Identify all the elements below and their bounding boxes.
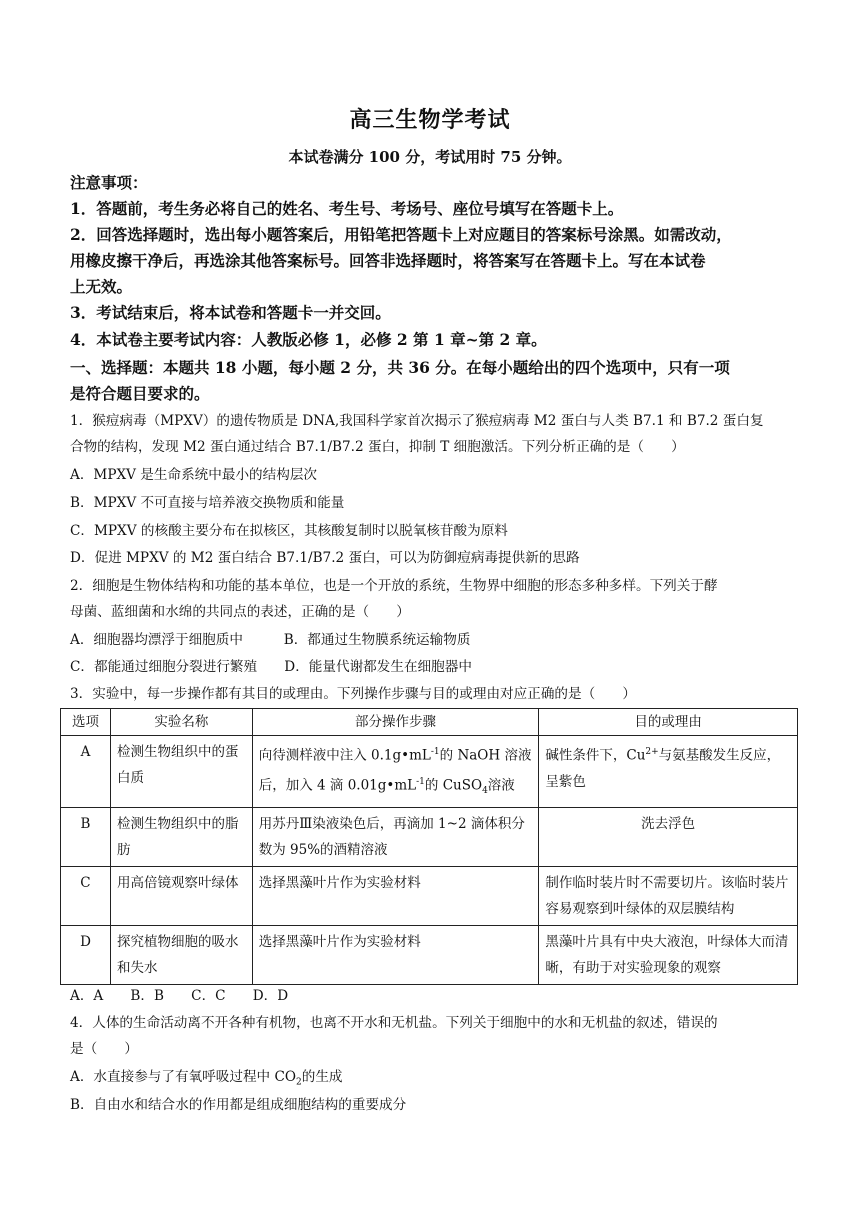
q3-stem: 3．实验中，每一步操作都有其目的或理由。下列操作步骤与目的或理由对应正确的是（ ） — [70, 686, 636, 702]
row-c-option: C — [61, 866, 111, 925]
table-header-row — [61, 709, 798, 736]
row-b-steps: 用苏丹Ⅲ染液染色后，再滴加 1~2 滴体积分数为 95%的酒精溶液 — [252, 807, 539, 866]
row-d-steps: 选择黑藻叶片作为实验材料 — [252, 925, 539, 984]
q2-options-ab: A．细胞器均漂浮于细胞质中 B．都通过生物膜系统运输物质 — [70, 632, 471, 648]
header-option: 选项 — [61, 709, 111, 736]
exam-subtitle: 本试卷满分 100 分，考试用时 75 分钟。 — [288, 148, 572, 166]
notice-item-1: 1．答题前，考生务必将自己的姓名、考生号、考场号、座位号填写在答题卡上。 — [70, 199, 624, 218]
q3-answer-options: A．A B．B C．C D．D — [70, 988, 289, 1004]
q4-option-b: B．自由水和结合水的作用都是组成细胞结构的重要成分 — [70, 1097, 407, 1113]
header-experiment-name: 实验名称 — [110, 709, 252, 736]
row-a-steps: 向待测样液中注入 $0.1g•mL^{-1}$的 NaOH 溶液后，加入 4 滴 $0.01g•mL^{-1}$的 CuSO$_4$溶液 — [252, 736, 539, 808]
row-c-steps: 选择黑藻叶片作为实验材料 — [252, 866, 539, 925]
q4-option-a: A．水直接参与了有氧呼吸过程中 $CO_2$的生成 — [70, 1069, 343, 1088]
row-c-name: 用高倍镜观察叶绿体 — [110, 866, 252, 925]
notice-item-2-line-1: 2．回答选择题时，选出每小题答案后，用铅笔把答题卡上对应题目的答案标号涂黑。如需改动， — [70, 225, 732, 244]
row-a-reason: 碱性条件下，$Cu^{2+}$与氨基酸发生反应，呈紫色 — [539, 736, 798, 808]
row-b-reason: 洗去浮色 — [539, 807, 798, 866]
notice-item-2-line-3: 上无效。 — [70, 277, 133, 296]
q4-stem-line-1: 4．人体的生命活动离不开各种有机物，也离不开水和无机盐。下列关于细胞中的水和无机盐的叙述，错误的 — [70, 1015, 718, 1031]
q2-options-cd: C．都能通过细胞分裂进行繁殖 D．能量代谢都发生在细胞器中 — [70, 659, 472, 675]
row-d-option: D — [61, 925, 111, 984]
q2-stem-line-2: 母菌、蓝细菌和水绵的共同点的表述，正确的是（ ） — [70, 604, 410, 620]
row-c-reason: 制作临时装片时不需要切片。该临时装片容易观察到叶绿体的双层膜结构 — [539, 866, 798, 925]
row-d-reason: 黑藻叶片具有中央大液泡，叶绿体大而清晰，有助于对实验现象的观察 — [539, 925, 798, 984]
section-1-heading-line-1: 一、选择题：本题共 18 小题，每小题 2 分，共 36 分。在每小题给出的四个选项中，只有一项 — [70, 358, 730, 377]
table-row — [61, 807, 798, 866]
q1-option-b: B．MPXV 不可直接与培养液交换物质和能量 — [70, 495, 345, 511]
table-row — [61, 866, 798, 925]
row-d-name: 探究植物细胞的吸水和失水 — [110, 925, 252, 984]
row-b-name: 检测生物组织中的脂肪 — [110, 807, 252, 866]
q2-stem-line-1: 2．细胞是生物体结构和功能的基本单位，也是一个开放的系统，生物界中细胞的形态多种多样。下列关于酵 — [70, 578, 718, 594]
notice-heading: 注意事项： — [70, 173, 148, 192]
header-reason: 目的或理由 — [539, 709, 798, 736]
q1-option-d: D．促进 MPXV 的 M2 蛋白结合 B7.1/B7.2 蛋白，可以为防御痘病毒提供新的思路 — [70, 550, 580, 566]
q1-option-c: C．MPXV 的核酸主要分布在拟核区，其核酸复制时以脱氧核苷酸为原料 — [70, 523, 508, 539]
section-1-heading-line-2: 是符合题目要求的。 — [70, 384, 210, 403]
row-b-option: B — [61, 807, 111, 866]
notice-item-3: 3．考试结束后，将本试卷和答题卡一并交回。 — [70, 303, 391, 322]
row-a-name: 检测生物组织中的蛋白质 — [110, 736, 252, 808]
q3-table — [60, 708, 798, 985]
q1-stem-line-1: 1．猴痘病毒（MPXV）的遗传物质是 DNA,我国科学家首次揭示了猴痘病毒 M2 蛋白与人类 B7.1 和 B7.2 蛋白复 — [70, 413, 764, 429]
q1-stem-line-2: 合物的结构，发现 M2 蛋白通过结合 B7.1/B7.2 蛋白，抑制 T 细胞激活。下列分析正确的是（ ） — [70, 439, 685, 455]
q1-option-a: A．MPXV 是生命系统中最小的结构层次 — [70, 467, 318, 483]
row-a-option: A — [61, 736, 111, 808]
notice-item-2-line-2: 用橡皮擦干净后，再选涂其他答案标号。回答非选择题时，将答案写在答题卡上。写在本试卷 — [70, 251, 706, 270]
table-row — [61, 925, 798, 984]
header-steps: 部分操作步骤 — [252, 709, 539, 736]
q4-stem-line-2: 是（ ） — [70, 1041, 138, 1057]
table-row — [61, 736, 798, 808]
exam-title: 高三生物学考试 — [349, 107, 511, 133]
notice-item-4: 4．本试卷主要考试内容：人教版必修 1，必修 2 第 1 章~第 2 章。 — [70, 330, 547, 349]
